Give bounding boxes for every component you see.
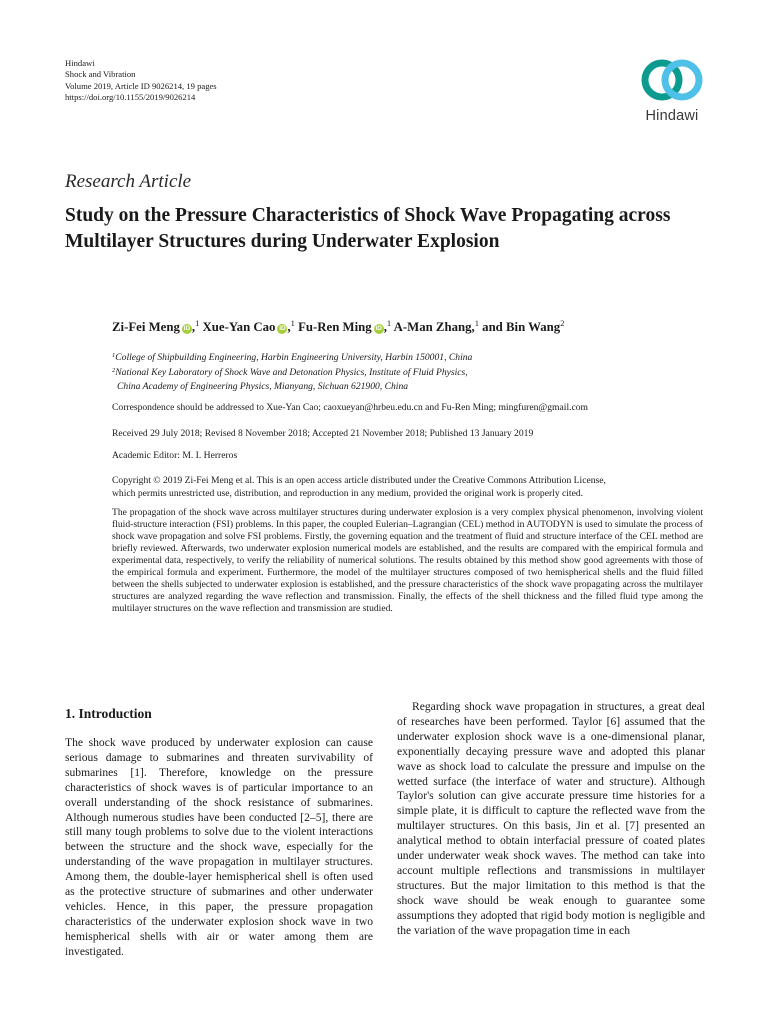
journal-header <box>65 58 217 103</box>
intro-paragraph-left: The shock wave produced by underwater explosion can cause serious damage to submarines and threaten survivability of submarines [1]. Therefore, knowledge on the pressure characteristics of shock waves is of particular importance to an overall understanding of the shock resistance of submarines. Although numerous studies have been conducted [2–5], there are still many tough problems to solve due to the violent interactions between the structure and the shock wave, especially for the understanding of the wave propagation in multilayer structures. Among them, the double-layer hemispherical shell is often used as the protective structure of submarines and other underwater vehicles. Hence, in this paper, the pressure propagation characteristics of the underwater explosion shock wave in two hemispherical shells with air or water among them are investigated. <box>65 736 373 958</box>
volume-info: Volume 2019, Article ID 9026214, 19 pages <box>65 80 217 91</box>
hindawi-rings-icon <box>636 54 708 106</box>
article-title: Study on the Pressure Characteristics of Shock Wave Propagating across Multilayer Structures during Underwater Explosion <box>65 205 671 252</box>
journal-name: Shock and Vibration <box>65 69 136 80</box>
author-list: Zi-Fei Meng iD ,$^1$ Xue-Yan Cao iD ,$^1$ Fu-Ren Ming iD ,$^1$ A-Man Zhang,$^1$ and Bin Wang$^2$ <box>112 318 565 334</box>
author-name: Xue-Yan Cao <box>202 320 276 334</box>
doi-link[interactable]: https://doi.org/10.1155/2019/9026214 <box>65 91 196 102</box>
correspondence: Correspondence should be addressed to Xue-Yan Cao; caoxueyan@hrbeu.edu.cn and Fu-Ren Ming; mingfuren@gmail.com <box>112 402 589 413</box>
orcid-icon[interactable]: iD <box>279 325 286 332</box>
section-heading-introduction: 1. Introduction <box>65 706 152 721</box>
author-affiliation-number: 1 <box>386 318 392 328</box>
orcid-icon[interactable]: iD <box>375 325 382 332</box>
abstract: The propagation of the shock wave across multilayer structures during underwater explosion is a very complex physical phenomenon, involving violent fluid-structure interaction (FSI) problems. In this paper, the coupled Eulerian–Lagrangian (CEL) method in AUTODYN is used to simulate the process of shock wave propagation and solve FSI problems. Firstly, the governing equation and the treatment of fluid and structure interface of the CEL method are briefly reviewed. Afterwards, two underwater explosion numerical models are established, and the results are compared with the empirical formula and experimental data, respectively, to verify the reliability of numerical solutions. The results obtained by this method show good agreements with those of the empirical formula and experiment. Furthermore, the model of the multilayer structures composed of two hemispherical shells and the fluid filled between the shells subjected to underwater explosion is established, and the pressure characteristics of the shock wave propagating across the multilayer structures are analyzed regarding the wave reflection and transmission. Finally, the effects of the shell thickness and the filled fluid type among the multilayer structures on the wave reflection and transmission are studied. <box>112 507 703 615</box>
author-name: Zi-Fei Meng <box>112 320 180 334</box>
orcid-icon[interactable]: iD <box>183 325 191 332</box>
author-name: A-Man Zhang <box>393 320 472 334</box>
affiliation-1: $^1$College of Shipbuilding Engineering, Harbin Engineering University, Harbin 150001, China <box>112 352 473 363</box>
author-affiliation-number: 1 <box>195 318 200 328</box>
article-dates: Received 29 July 2018; Revised 8 November 2018; Accepted 21 November 2018; Published 13 January 2019 <box>112 428 534 439</box>
academic-editor: Academic Editor: M. I. Herreros <box>112 450 238 461</box>
article-type: Research Article <box>65 171 192 192</box>
copyright-line-2: which permits unrestricted use, distribution, and reproduction in any medium, provided the original work is properly cited. <box>112 488 584 500</box>
author-affiliation-number: 2 <box>560 318 565 328</box>
affiliation-2-cont: China Academy of Engineering Physics, Mianyang, Sichuan 621900, China <box>117 380 409 392</box>
affiliations <box>112 349 472 393</box>
copyright-notice <box>112 474 712 501</box>
author-name: Bin Wang <box>506 320 561 334</box>
logo-text: Hindawi <box>645 108 699 124</box>
copyright-line-1: Copyright © 2019 Zi-Fei Meng et al. This is an open access article distributed under the Creative Commons Attribution License, <box>112 475 606 486</box>
intro-paragraph-right: Regarding shock wave propagation in structures, a great deal of researches have been performed. Taylor [6] assumed that the underwater explosion shock wave is a one-dimensional planar, exponentially decaying pressure wave and adopted this planar wave as shock load to calculate the pressure and impulse on the wetted surface (the interface of water and structure). Although Taylor's solution can give accurate pressure time histories for a simple plate, it is difficult to capture the reflected wave from the multilayer structures. On this basis, Jin et al. [7] presented an analytical method to obtain interfacial pressure of coated plates under underwater weak shock waves. The method can take into account multiple reflections and transmissions in multilayer structures. But the major limitation to this method is that the shock wave should be weak enough to guarantee some assumptions they adopted that rigid body motion is negligible and the variation of the wave propagation time in each <box>397 700 705 937</box>
hindawi-logo <box>632 54 712 134</box>
author-name: Fu-Ren Ming <box>298 320 372 334</box>
author-affiliation-number: 1 <box>474 318 479 328</box>
affiliation-2: $^2$National Key Laboratory of Shock Wave and Detonation Physics, Institute of Fluid Physics, <box>112 367 468 379</box>
author-affiliation-number: 1 <box>290 318 295 328</box>
publisher-name: Hindawi <box>65 58 95 68</box>
